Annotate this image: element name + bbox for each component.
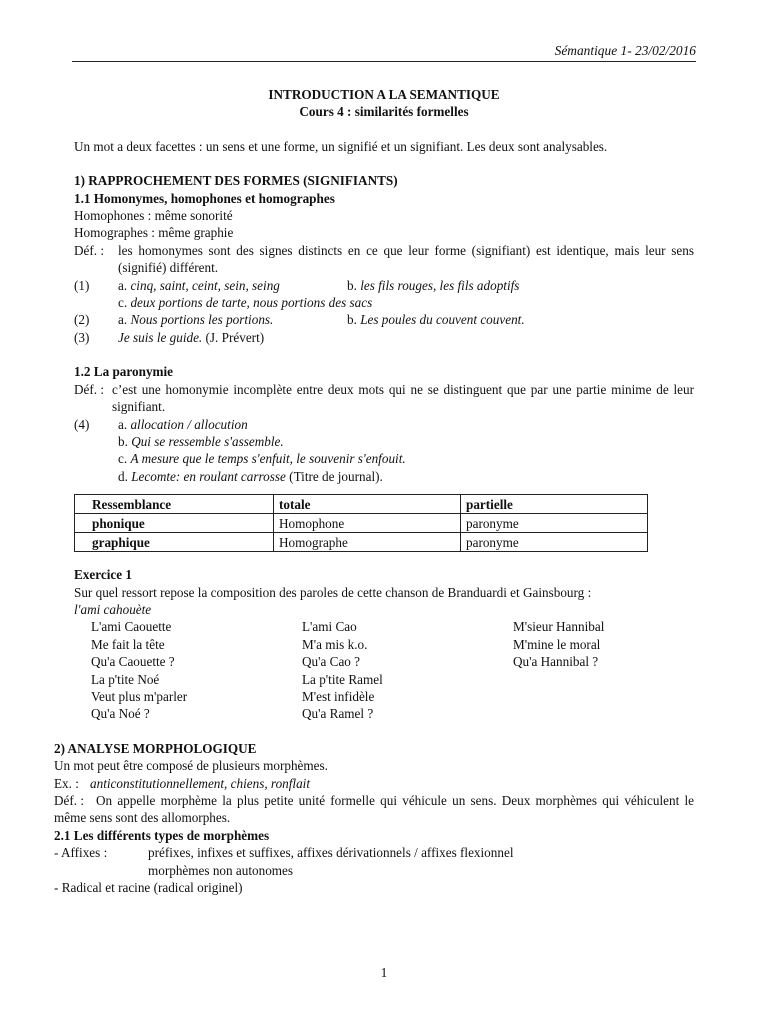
radical-line: - Radical et racine (radical originel) xyxy=(54,880,243,896)
lyric-line: Qu'a Ramel ? xyxy=(302,706,374,722)
example-number: (1) xyxy=(74,277,90,293)
lyric-line: M'sieur Hannibal xyxy=(513,619,605,635)
exercise-question: Sur quel ressort repose la composition des paroles de cette chanson de Branduardi et Gainsbourg : xyxy=(74,584,592,600)
def-text: On appelle morphème la plus petite unité formelle qui véhicule un sens. Deux morphèmes qui véhiculent le même sens sont des allomorphes. xyxy=(54,793,694,826)
item-letter: c. xyxy=(118,295,131,311)
table-cell: phonique xyxy=(75,514,274,533)
table-header-cell: Ressemblance xyxy=(75,495,274,514)
lyric-line: Qu'a Cao ? xyxy=(302,654,361,670)
affixes-row-1 xyxy=(54,844,694,861)
example-4-row-c xyxy=(74,450,694,467)
def-text: c’est une homonymie incomplète entre deux mots qui ne se distinguent que par une partie minime de leur signifiant. xyxy=(112,381,694,415)
lyric-line: Qu'a Caouette ? xyxy=(91,654,175,670)
example-4a: allocation / allocution xyxy=(130,416,248,432)
subsection-1-1-heading: 1.1 Homonymes, homophones et homographes xyxy=(74,190,335,206)
example-1c: deux portions de tarte, nous portions des sacs xyxy=(130,295,373,311)
lyric-line: Qu'a Noé ? xyxy=(91,706,150,722)
example-3: Je suis le guide. xyxy=(118,329,203,345)
doc-title: INTRODUCTION A LA SEMANTIQUE xyxy=(268,87,500,102)
lyric-line: Qu'a Hannibal ? xyxy=(513,654,599,670)
def-label: Déf. : xyxy=(74,242,105,258)
section-2-definition xyxy=(54,792,694,827)
homographes-line: Homographes : même graphie xyxy=(74,225,234,241)
affixes-row-2 xyxy=(54,862,694,879)
song-lyrics xyxy=(74,618,694,722)
example-2a: Nous portions les portions. xyxy=(130,312,274,328)
page-content xyxy=(54,86,694,896)
example-1-row-2 xyxy=(74,294,694,311)
item-letter: a. xyxy=(118,277,131,293)
item-letter: b. xyxy=(347,312,361,328)
lyric-line: L'ami Cao xyxy=(302,619,357,635)
example-4-row-a xyxy=(74,416,694,433)
lyric-line: L'ami Caouette xyxy=(91,619,172,635)
lyric-line: La p'tite Noé xyxy=(91,671,160,687)
table-cell: Homophone xyxy=(274,514,461,533)
section-1-heading: 1) RAPPROCHEMENT DES FORMES (SIGNIFIANTS) xyxy=(74,173,398,189)
def-label: Déf. : xyxy=(74,381,105,397)
table-row xyxy=(75,533,648,552)
section-2-heading: 2) ANALYSE MORPHOLOGIQUE xyxy=(54,740,257,756)
page-number: 1 xyxy=(380,965,388,980)
definition-paronymie xyxy=(74,381,694,416)
example-1-row-1 xyxy=(74,277,694,294)
example-4d: Lecomte: en roulant carrosse xyxy=(131,468,286,484)
affixes-label: - Affixes : xyxy=(54,845,108,861)
example-4b: Qui se ressemble s'assemble. xyxy=(131,433,284,449)
lyric-line: M'est infidèle xyxy=(302,688,375,704)
item-letter: c. xyxy=(118,451,131,467)
section-2-example xyxy=(54,775,694,792)
ex-text: anticonstitutionnellement, chiens, ronflait xyxy=(90,775,311,791)
def-text: les homonymes sont des signes distincts en ce que leur forme (signifiant) est identique, mais leur sens (signifié) différent. xyxy=(118,242,694,276)
table-cell: paronyme xyxy=(461,533,648,552)
example-1a: cinq, saint, ceint, sein, seing xyxy=(130,277,280,293)
song-title: l'ami cahouète xyxy=(74,601,152,617)
subsection-2-1-heading: 2.1 Les différents types de morphèmes xyxy=(54,827,270,843)
running-header: Sémantique 1- 23/02/2016 xyxy=(554,43,696,58)
lyrics-column-3 xyxy=(513,618,693,722)
item-letter: a. xyxy=(118,312,131,328)
example-4-row-b xyxy=(74,433,694,450)
table-row xyxy=(75,514,648,533)
example-3-source: (J. Prévert) xyxy=(202,329,265,345)
example-4d-source: (Titre de journal). xyxy=(285,468,383,484)
example-number: (3) xyxy=(74,329,90,345)
lyric-line: M'mine le moral xyxy=(513,636,601,652)
lyric-line: Veut plus m'parler xyxy=(91,688,188,704)
table-cell: paronyme xyxy=(461,514,648,533)
homophones-line: Homophones : même sonorité xyxy=(74,208,233,224)
table-header-cell: totale xyxy=(274,495,461,514)
lyrics-column-1 xyxy=(91,618,302,722)
def-label: Déf. : xyxy=(54,793,85,808)
affixes-line-1: préfixes, infixes et suffixes, affixes dérivationnels / affixes flexionnel xyxy=(148,845,514,861)
lyrics-column-2 xyxy=(302,618,513,722)
intro-paragraph: Un mot a deux facettes : un sens et une forme, un signifié et un signifiant. Les deux sont analysables. xyxy=(74,138,608,154)
resemblance-table xyxy=(74,494,648,552)
lyric-line: Me fait la tête xyxy=(91,636,165,652)
example-3-row xyxy=(74,329,694,346)
table-cell: graphique xyxy=(75,533,274,552)
lyric-line: La p'tite Ramel xyxy=(302,671,383,687)
section-2-line-1: Un mot peut être composé de plusieurs morphèmes. xyxy=(54,758,328,774)
doc-subtitle: Cours 4 : similarités formelles xyxy=(299,104,469,120)
table-header-row xyxy=(75,495,648,514)
item-letter: d. xyxy=(118,468,132,484)
example-4c: A mesure que le temps s'enfuit, le souvenir s'enfouit. xyxy=(130,451,406,467)
example-2b: Les poules du couvent couvent. xyxy=(360,312,525,328)
item-letter: b. xyxy=(347,277,361,293)
example-number: (2) xyxy=(74,312,90,328)
definition-homonymes xyxy=(74,242,694,277)
table-cell: Homographe xyxy=(274,533,461,552)
table-header-cell: partielle xyxy=(461,495,648,514)
exercise-title: Exercice 1 xyxy=(74,567,132,583)
example-1b: les fils rouges, les fils adoptifs xyxy=(360,277,520,293)
header-rule xyxy=(72,61,696,62)
example-2-row xyxy=(74,311,694,328)
affixes-line-2: morphèmes non autonomes xyxy=(148,862,294,878)
subsection-1-2-heading: 1.2 La paronymie xyxy=(74,364,174,380)
lyric-line: M'a mis k.o. xyxy=(302,636,368,652)
item-letter: a. xyxy=(118,416,131,432)
example-4-row-d xyxy=(74,468,694,485)
item-letter: b. xyxy=(118,433,132,449)
ex-label: Ex. : xyxy=(54,775,79,791)
example-number: (4) xyxy=(74,416,90,432)
